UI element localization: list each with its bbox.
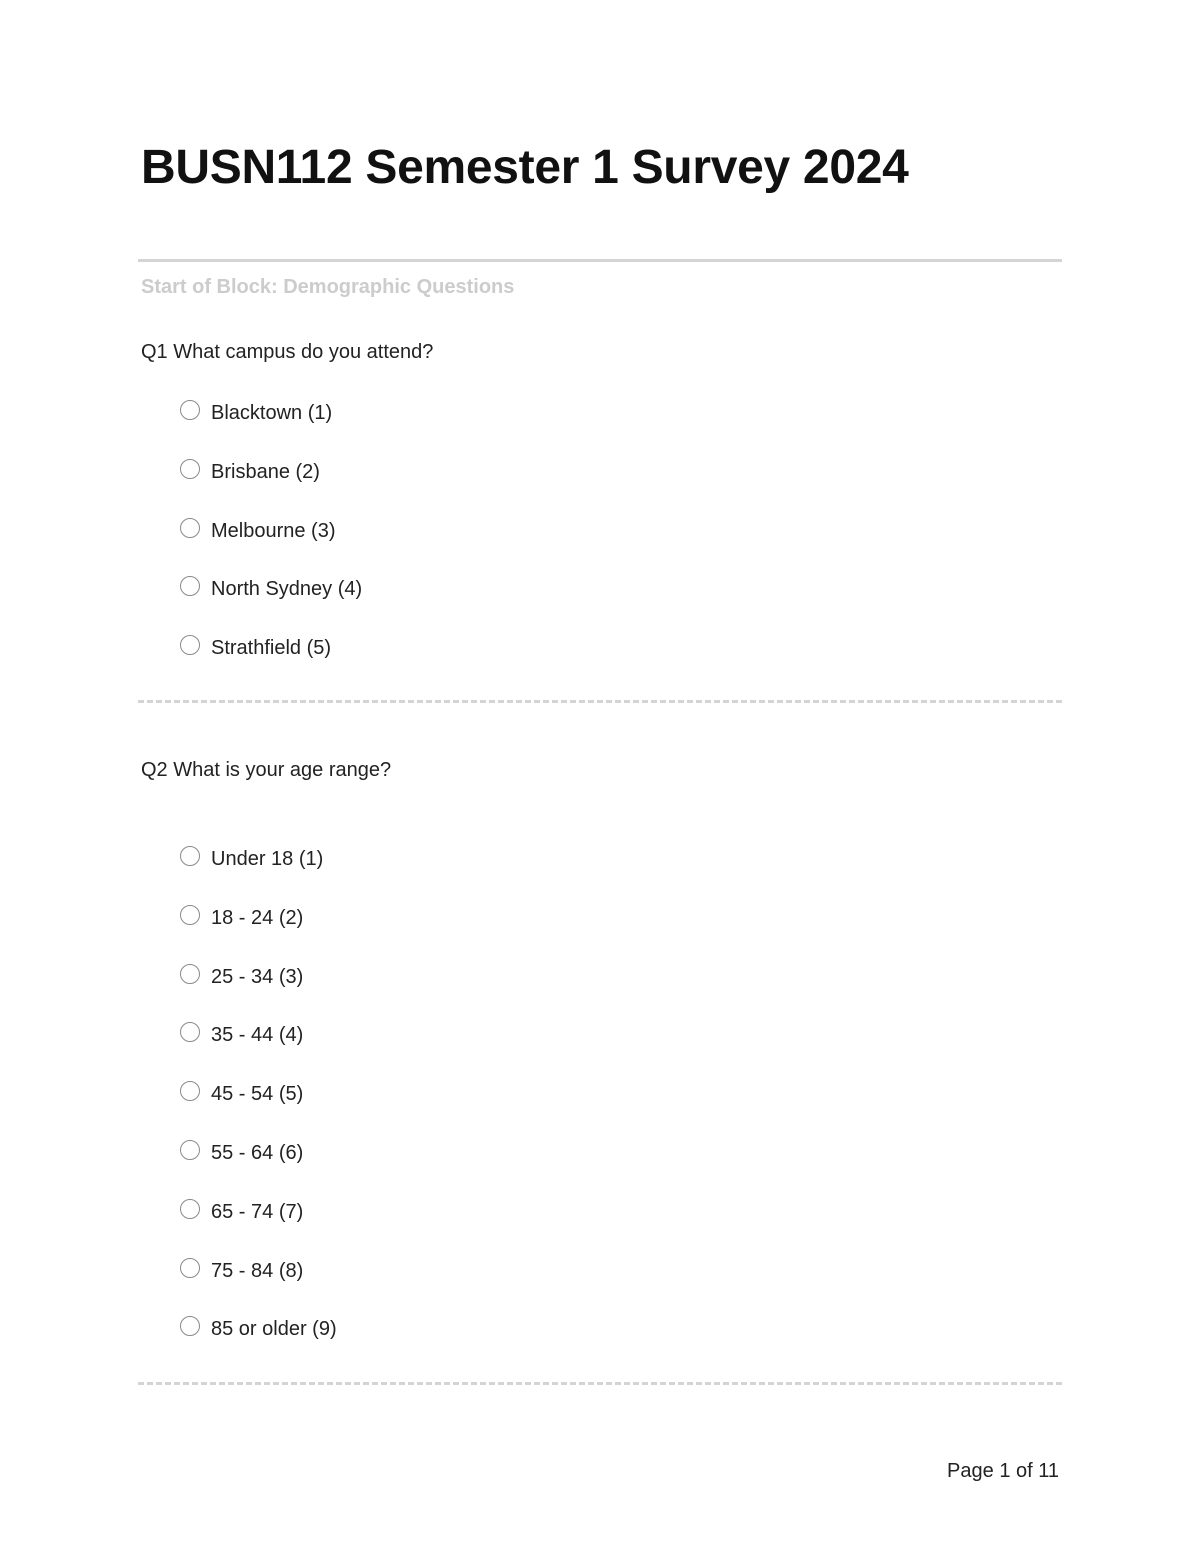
block-start-label: Start of Block: Demographic Questions xyxy=(141,276,515,298)
option-label: Strathfield (5) xyxy=(211,637,332,660)
radio-button[interactable] xyxy=(180,964,200,984)
question-q2: Q2 What is your age range? xyxy=(141,759,392,781)
option-label: 45 - 54 (5) xyxy=(211,1083,304,1106)
q2-option[interactable] xyxy=(180,964,337,1023)
q2-option[interactable] xyxy=(180,1022,337,1081)
question-separator xyxy=(138,1382,1062,1385)
q2-option[interactable] xyxy=(180,1140,337,1199)
radio-button[interactable] xyxy=(180,576,200,596)
option-label: 65 - 74 (7) xyxy=(211,1200,304,1223)
option-label: North Sydney (4) xyxy=(211,578,363,601)
radio-button[interactable] xyxy=(180,635,200,655)
radio-button[interactable] xyxy=(180,905,200,925)
block-divider xyxy=(138,259,1062,262)
option-label: Melbourne (3) xyxy=(211,519,336,542)
option-label: Blacktown (1) xyxy=(211,402,333,424)
q2-option[interactable] xyxy=(180,905,337,964)
q2-option[interactable] xyxy=(180,1258,337,1317)
radio-button[interactable] xyxy=(180,1199,200,1219)
option-label: 75 - 84 (8) xyxy=(211,1259,304,1282)
option-label: 18 - 24 (2) xyxy=(211,906,304,929)
option-label: 55 - 64 (6) xyxy=(211,1141,304,1164)
radio-button[interactable] xyxy=(180,1316,200,1336)
q2-option[interactable] xyxy=(180,1081,337,1140)
option-label: 25 - 34 (3) xyxy=(211,965,304,988)
option-label: 85 or older (9) xyxy=(211,1318,337,1341)
q2-option[interactable] xyxy=(180,1199,337,1258)
radio-button[interactable] xyxy=(180,400,200,420)
option-label: Brisbane (2) xyxy=(211,460,320,483)
option-label: Under 18 (1) xyxy=(211,848,324,870)
option-label: 35 - 44 (4) xyxy=(211,1024,304,1047)
q2-option[interactable] xyxy=(180,846,337,905)
radio-button[interactable] xyxy=(180,518,200,538)
radio-button[interactable] xyxy=(180,459,200,479)
q1-option[interactable] xyxy=(180,576,362,635)
page-number: Page 1 of 11 xyxy=(947,1460,1059,1482)
q1-option[interactable] xyxy=(180,635,362,694)
question-separator xyxy=(138,700,1062,703)
radio-button[interactable] xyxy=(180,846,200,866)
q1-option[interactable] xyxy=(180,400,362,459)
radio-button[interactable] xyxy=(180,1258,200,1278)
q1-option[interactable] xyxy=(180,518,362,577)
question-q1: Q1 What campus do you attend? xyxy=(141,341,434,363)
radio-button[interactable] xyxy=(180,1022,200,1042)
q1-option[interactable] xyxy=(180,459,362,518)
q2-options xyxy=(180,846,337,1375)
radio-button[interactable] xyxy=(180,1081,200,1101)
q1-options xyxy=(180,400,362,694)
document-title: BUSN112 Semester 1 Survey 2024 xyxy=(141,141,909,194)
radio-button[interactable] xyxy=(180,1140,200,1160)
q2-option[interactable] xyxy=(180,1316,337,1375)
